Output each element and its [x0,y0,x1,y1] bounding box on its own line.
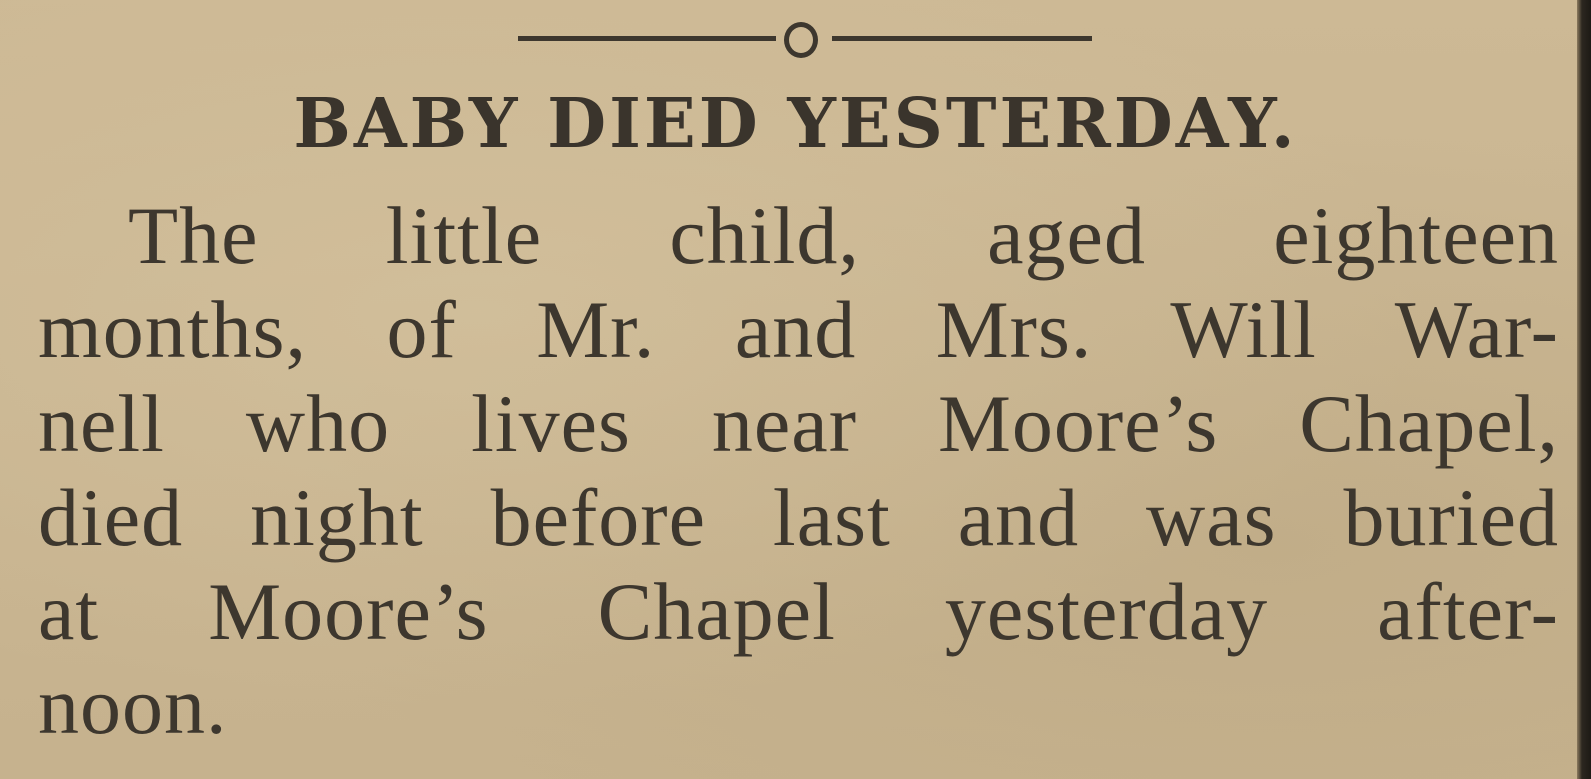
decorative-rule [518,22,1092,56]
rule-line-left [518,36,776,41]
article-line: months, of Mr. and Mrs. Will War- [38,284,1559,375]
article-line: nell who lives near Moore’s Chapel, [38,378,1559,469]
rule-ornament-circle [784,22,818,58]
headline: BABY DIED YESTERDAY. [293,84,1298,164]
scan-edge [1577,0,1591,779]
article-line: noon. [38,660,228,751]
rule-line-right [832,36,1092,41]
article-line: at Moore’s Chapel yesterday after- [38,566,1559,657]
article-line: The little child, aged eighteen [128,190,1559,281]
article-line: died night before last and was buried [38,472,1559,563]
